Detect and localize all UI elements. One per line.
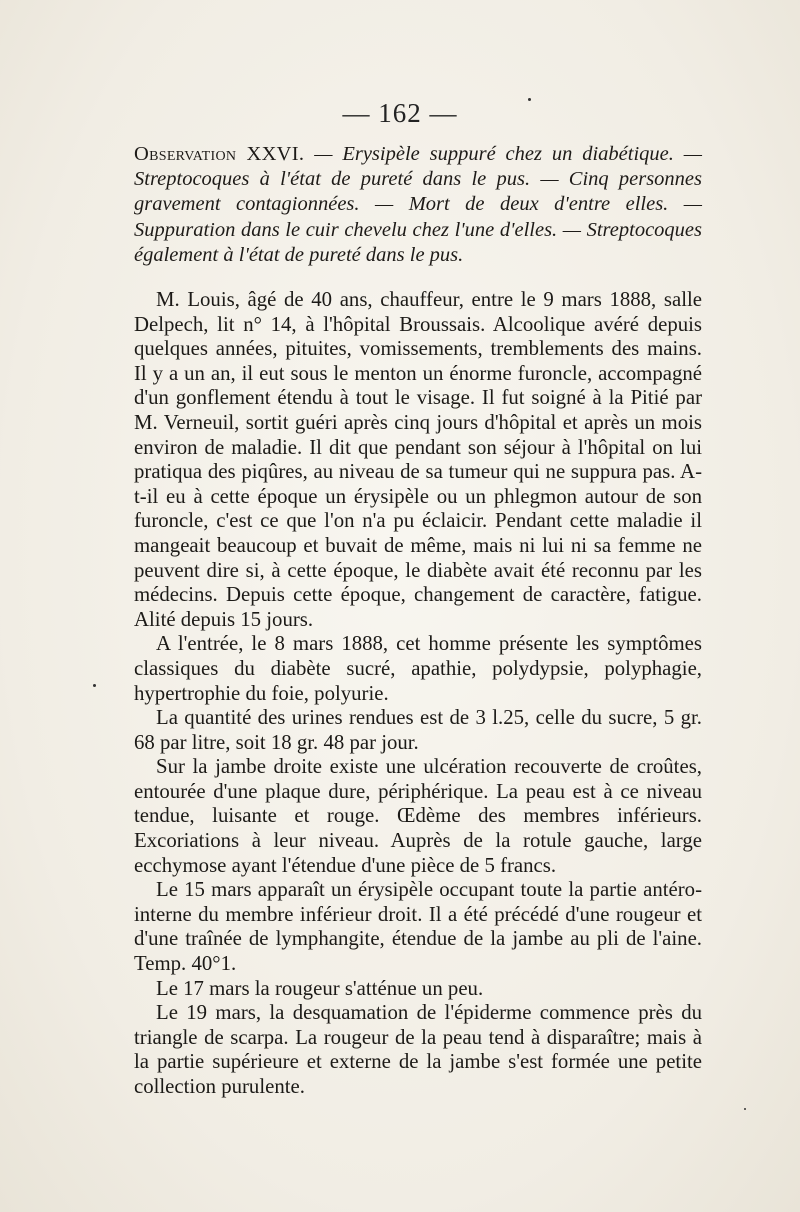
observation-heading <box>134 142 702 268</box>
print-speck <box>93 684 96 687</box>
page-number: — 162 — <box>342 98 458 128</box>
paragraph-entry-symptoms: A l'entrée, le 8 mars 1888, cet homme présente les symptômes classiques du diabète sucré, apathie, polydypsie, polyphagie, hypertrophie du foie, polyurie. <box>134 632 702 705</box>
paragraph-march-19: Le 19 mars, la desquamation de l'épiderme commence près du triangle de scarpa. La rougeur de la peau tend à disparaître; mais à la partie supérieure et externe de la jambe s'est formée une petite collection purulente. <box>134 1001 702 1098</box>
paragraph-admission: M. Louis, âgé de 40 ans, chauffeur, entre le 9 mars 1888, salle Delpech, lit n° 14, à l'hôpital Broussais. Alcoolique avéré depuis quelques années, pituites, vomissements, tremblements des mains. Il y a un an, il eut sous le menton un énorme furoncle, accompagné d'un gonflement étendu à tout le visage. Il fut soigné à la Pitié par M. Verneuil, sortit guéri après cinq jours d'hôpital et après un mois environ de maladie. Il dit que pendant son séjour à l'hôpital on lui pratiqua des piqûres, au niveau de sa tumeur qui ne suppura pas. A-t-il eu à cette époque un érysipèle ou un phlegmon autour de son furoncle, c'est ce que l'on n'a pu éclaicir. Pendant cette maladie il mangeait beaucoup et buvait de même, mais ni lui ni sa femme ne peuvent dire si, à cette époque, le diabète avait été reconnu par les médecins. Depuis cette époque, changement de caractère, fatigue. Alité depuis 15 jours. <box>134 288 702 631</box>
paragraph-march-17: Le 17 mars la rougeur s'atténue un peu. <box>156 976 484 1000</box>
paragraph-urine: La quantité des urines rendues est de 3 l.25, celle du sucre, 5 gr. 68 par litre, soit 18 gr. 48 par jour. <box>134 706 702 754</box>
print-speck <box>744 1108 746 1110</box>
body-text <box>134 288 702 1100</box>
paragraph-march-15: Le 15 mars apparaît un érysipèle occupant toute la partie antéro-interne du membre inférieur droit. Il a été précédé d'une rougeur et d'une traînée de lymphangite, étendue de la jambe au pli de l'aine. Temp. 40°1. <box>134 878 702 976</box>
observation-title: — Erysipèle suppuré chez un diabétique. — Streptocoques à l'état de pureté dans le pus. — Cinq personnes gravement contagionnées. — Mort de deux d'entre elles. — Suppuration dans le cuir chevelu chez l'une d'elles. — Streptocoques également à l'état de pureté dans le pus. <box>134 143 702 266</box>
observation-label: Observation XXVI. <box>134 143 305 165</box>
print-speck <box>528 98 531 101</box>
paragraph-right-leg: Sur la jambe droite existe une ulcération recouverte de croûtes, entourée d'une plaque dure, périphérique. La peau est à ce niveau tendue, luisante et rouge. Œdème des membres inférieurs. Excoriations à leur niveau. Auprès de la rotule gauche, large ecchymose ayant l'étendue d'une pièce de 5 francs. <box>134 755 702 877</box>
